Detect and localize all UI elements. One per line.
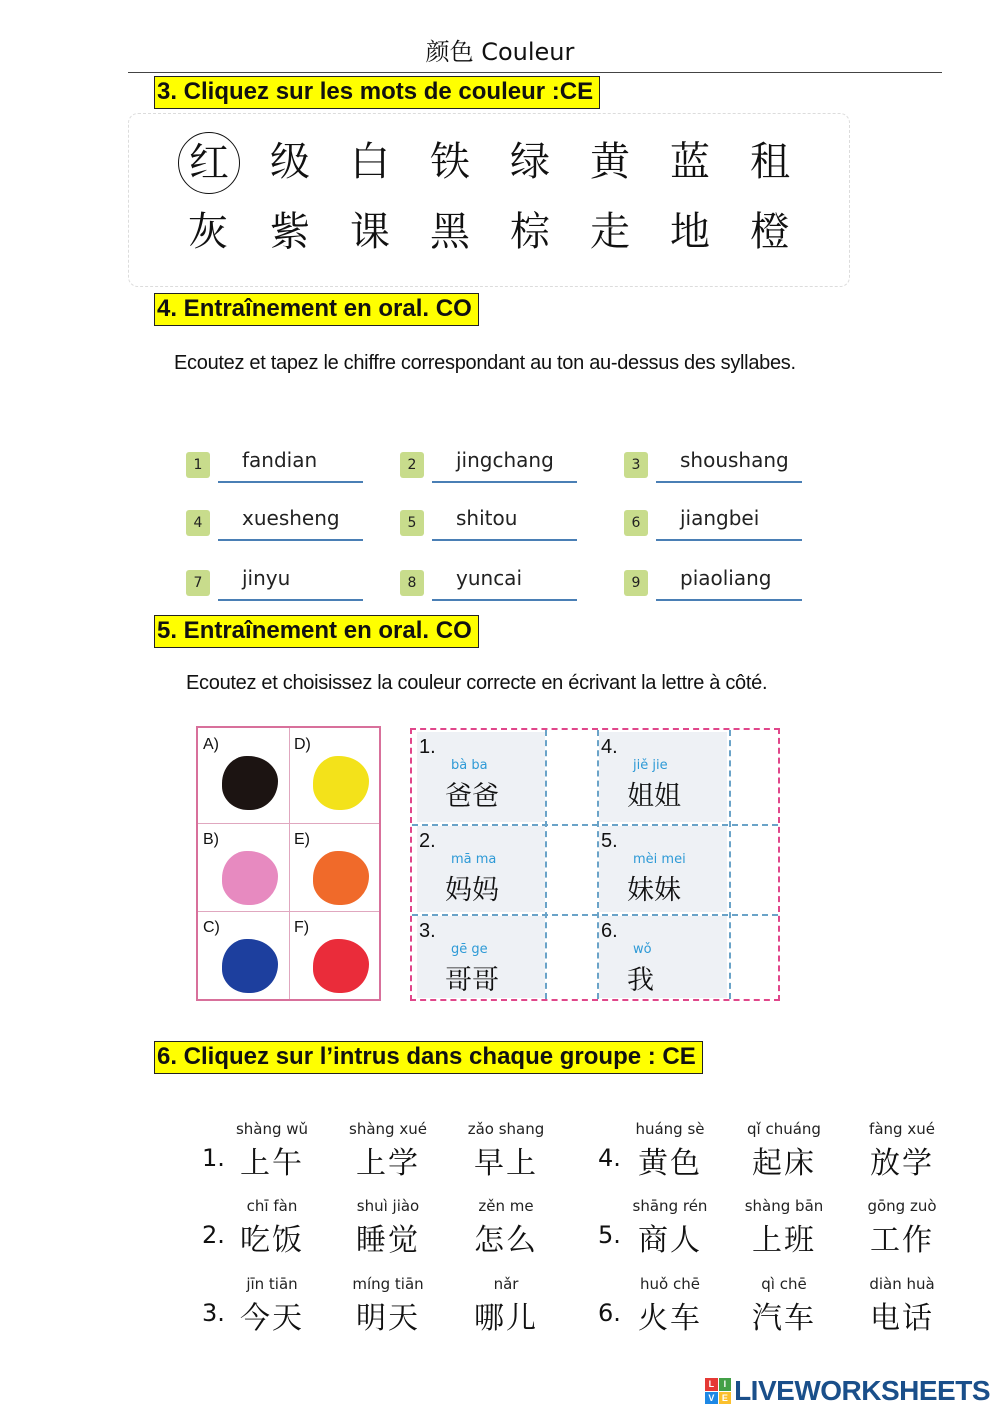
answer-input-line[interactable] — [656, 599, 802, 601]
grid-line — [597, 730, 599, 999]
section5-heading: 5. Entraînement en oral. CO — [154, 615, 479, 648]
pinyin: chī fàn — [246, 1197, 298, 1215]
cell-number: 3. — [419, 920, 436, 942]
paint-label: B) — [203, 831, 219, 848]
family-member-cell — [599, 732, 727, 822]
pinyin: shàng wǔ — [235, 1120, 309, 1138]
logo-mark-letter: I — [719, 1378, 732, 1391]
intruder-word-option[interactable] — [232, 1197, 312, 1259]
hanzi-word: 早上 — [474, 1146, 538, 1181]
item-number-badge: 4 — [186, 510, 210, 536]
intruder-word-option[interactable] — [862, 1120, 942, 1182]
logo-mark-letter: E — [719, 1392, 732, 1405]
section6-heading: 6. Cliquez sur l’intrus dans chaque groupe : CE — [154, 1041, 703, 1074]
paint-swatch — [313, 756, 369, 810]
grid-line — [289, 728, 290, 999]
pinyin-word: shoushang — [680, 448, 789, 472]
pinyin-word: jingchang — [456, 448, 554, 472]
group-number: 3. — [202, 1299, 225, 1327]
intruder-word-option[interactable] — [862, 1275, 942, 1337]
family-word: 爸爸 — [445, 781, 499, 812]
answer-input-line[interactable] — [218, 481, 363, 483]
hanzi-word: 电话 — [870, 1301, 934, 1336]
answer-input-line[interactable] — [656, 481, 802, 483]
intruder-word-option[interactable] — [744, 1275, 824, 1337]
pinyin: shàng bān — [744, 1197, 824, 1215]
pinyin: shuì jiào — [356, 1197, 420, 1215]
intruder-word-option[interactable] — [744, 1197, 824, 1259]
logo-mark-letter: L — [705, 1378, 718, 1391]
item-number-badge: 2 — [400, 452, 424, 478]
color-word[interactable]: 课 — [350, 209, 390, 255]
answer-input-line[interactable] — [432, 599, 577, 601]
paint-swatch — [222, 939, 278, 993]
intruder-word-option[interactable] — [630, 1120, 710, 1182]
group-number: 2. — [202, 1221, 225, 1249]
group-number: 6. — [598, 1299, 621, 1327]
color-word[interactable]: 白 — [350, 139, 390, 185]
group-number: 1. — [202, 1144, 225, 1172]
item-number-badge: 5 — [400, 510, 424, 536]
header-divider — [128, 72, 942, 73]
logo-mark-letter: V — [705, 1392, 718, 1405]
intruder-word-option[interactable] — [466, 1120, 546, 1182]
intruder-word-option[interactable] — [232, 1275, 312, 1337]
tone-item — [186, 566, 371, 606]
family-member-cell — [417, 826, 545, 912]
answer-input-line[interactable] — [218, 599, 363, 601]
intruder-word-option[interactable] — [862, 1197, 942, 1259]
item-number-badge: 6 — [624, 510, 648, 536]
family-word: 妹妹 — [627, 875, 681, 906]
family-member-cell — [417, 916, 545, 998]
grid-line — [198, 823, 379, 824]
group-number: 5. — [598, 1221, 621, 1249]
hanzi-word: 上班 — [752, 1223, 816, 1258]
color-word[interactable]: 黄 — [590, 139, 630, 185]
color-word[interactable]: 棕 — [510, 209, 550, 255]
hanzi-word: 起床 — [752, 1146, 816, 1181]
pinyin: jiě jie — [633, 758, 668, 773]
answer-letter-slot[interactable] — [547, 732, 597, 822]
item-number-badge: 1 — [186, 452, 210, 478]
color-word[interactable]: 地 — [670, 209, 710, 255]
pinyin: bà ba — [451, 758, 488, 773]
intruder-word-option[interactable] — [348, 1275, 428, 1337]
cell-number: 5. — [601, 830, 618, 852]
liveworksheets-logo — [705, 1375, 990, 1407]
pinyin: qì chē — [761, 1275, 807, 1293]
answer-letter-slot[interactable] — [729, 916, 779, 998]
paint-label: C) — [203, 919, 220, 936]
tone-item — [400, 448, 585, 488]
intruder-word-option[interactable] — [232, 1120, 312, 1182]
cell-number: 1. — [419, 736, 436, 758]
tone-item — [400, 506, 585, 546]
tone-item — [624, 448, 810, 488]
section4-instruction: Ecoutez et tapez le chiffre correspondant au ton au-dessus des syllabes. — [174, 352, 796, 374]
pinyin: wǒ — [633, 942, 652, 957]
tone-item — [186, 506, 371, 546]
family-word: 哥哥 — [445, 965, 499, 996]
tone-item — [400, 566, 585, 606]
hanzi-word: 怎么 — [474, 1223, 538, 1258]
tone-item — [624, 506, 810, 546]
page-title: 颜色 Couleur — [425, 38, 575, 66]
paint-swatch — [222, 851, 278, 905]
pinyin: huáng sè — [635, 1120, 705, 1138]
family-member-cell — [599, 916, 727, 998]
cell-number: 2. — [419, 830, 436, 852]
intruder-word-option[interactable] — [630, 1197, 710, 1259]
intruder-word-option[interactable] — [630, 1275, 710, 1337]
item-number-badge: 3 — [624, 452, 648, 478]
color-word[interactable]: 蓝 — [670, 139, 710, 185]
grid-line — [412, 824, 778, 826]
paint-swatches-grid — [196, 726, 381, 1001]
hanzi-word: 汽车 — [752, 1301, 816, 1336]
hanzi-word: 吃饭 — [240, 1223, 304, 1258]
tone-item — [186, 448, 371, 488]
intruder-word-option[interactable] — [466, 1275, 546, 1337]
pinyin: qǐ chuáng — [747, 1120, 821, 1138]
hanzi-word: 哪儿 — [474, 1301, 538, 1336]
hanzi-word: 上午 — [240, 1146, 304, 1181]
color-word[interactable]: 紫 — [270, 209, 310, 255]
paint-swatch — [313, 939, 369, 993]
section4-heading: 4. Entraînement en oral. CO — [154, 293, 479, 326]
answer-letter-slot[interactable] — [729, 826, 779, 912]
pinyin: fàng xué — [869, 1120, 935, 1138]
pinyin-word: jinyu — [242, 566, 291, 590]
hanzi-word: 明天 — [356, 1301, 420, 1336]
cell-number: 4. — [601, 736, 618, 758]
hanzi-word: 商人 — [638, 1223, 702, 1258]
answer-input-line[interactable] — [656, 539, 802, 541]
pinyin-word: jiangbei — [680, 506, 760, 530]
pinyin: míng tiān — [352, 1275, 424, 1293]
hanzi-word: 睡觉 — [356, 1223, 420, 1258]
family-member-cell — [599, 826, 727, 912]
pinyin: jīn tiān — [246, 1275, 298, 1293]
color-word[interactable]: 级 — [270, 139, 310, 185]
section5-instruction: Ecoutez et choisissez la couleur correcte en écrivant la lettre à côté. — [186, 672, 768, 694]
item-number-badge: 7 — [186, 570, 210, 596]
pinyin: mā ma — [451, 852, 497, 867]
hanzi-word: 黄色 — [638, 1146, 702, 1181]
pinyin: shàng xué — [349, 1120, 427, 1138]
tone-item — [624, 566, 810, 606]
family-word: 妈妈 — [445, 875, 499, 906]
grid-line — [729, 730, 731, 999]
color-word[interactable]: 绿 — [510, 139, 550, 185]
group-number: 4. — [598, 1144, 621, 1172]
hanzi-word: 放学 — [870, 1146, 934, 1181]
answer-input-line[interactable] — [218, 539, 363, 541]
color-word[interactable]: 走 — [590, 209, 630, 255]
intruder-word-option[interactable] — [348, 1120, 428, 1182]
pinyin-word: xuesheng — [242, 506, 340, 530]
pinyin: diàn huà — [869, 1275, 935, 1293]
intruder-word-option[interactable] — [744, 1120, 824, 1182]
color-word[interactable]: 灰 — [188, 209, 228, 255]
paint-swatch — [222, 756, 278, 810]
item-number-badge: 8 — [400, 570, 424, 596]
hanzi-word: 上学 — [356, 1146, 420, 1181]
hanzi-word: 今天 — [240, 1301, 304, 1336]
color-word[interactable]: 铁 — [430, 139, 470, 185]
pinyin: shāng rén — [632, 1197, 708, 1215]
pinyin-word: yuncai — [456, 566, 522, 590]
hanzi-word: 工作 — [870, 1223, 934, 1258]
color-word[interactable]: 红 — [178, 132, 240, 194]
answer-input-line[interactable] — [432, 539, 577, 541]
answer-letter-slot[interactable] — [729, 732, 779, 822]
paint-swatch — [313, 851, 369, 905]
pinyin: huǒ chē — [640, 1275, 700, 1293]
pinyin: gē ge — [451, 942, 488, 957]
pinyin: nǎr — [493, 1275, 519, 1293]
pinyin-word: fandian — [242, 448, 318, 472]
color-word[interactable]: 橙 — [750, 209, 790, 255]
answer-letter-slot[interactable] — [547, 826, 597, 912]
paint-label: A) — [203, 736, 219, 753]
color-word[interactable]: 黑 — [430, 209, 470, 255]
paint-label: E) — [294, 831, 310, 848]
item-number-badge: 9 — [624, 570, 648, 596]
pinyin: gōng zuò — [867, 1197, 937, 1215]
family-word: 我 — [627, 965, 654, 996]
grid-line — [412, 914, 778, 916]
pinyin: zǎo shang — [467, 1120, 545, 1138]
pinyin: mèi mei — [633, 852, 686, 867]
family-matching-grid — [410, 728, 780, 1001]
logo-text: LIVEWORKSHEETS — [734, 1375, 990, 1406]
paint-label: D) — [294, 736, 311, 753]
intruder-word-option[interactable] — [348, 1197, 428, 1259]
grid-line — [545, 730, 547, 999]
pinyin-word: piaoliang — [680, 566, 772, 590]
pinyin: zěn me — [478, 1197, 534, 1215]
section3-heading: 3. Cliquez sur les mots de couleur :CE — [154, 76, 600, 109]
answer-letter-slot[interactable] — [547, 916, 597, 998]
color-word[interactable]: 租 — [750, 139, 790, 185]
cell-number: 6. — [601, 920, 618, 942]
answer-input-line[interactable] — [432, 481, 577, 483]
intruder-word-option[interactable] — [466, 1197, 546, 1259]
pinyin-word: shitou — [456, 506, 518, 530]
family-member-cell — [417, 732, 545, 822]
family-word: 姐姐 — [627, 781, 681, 812]
paint-label: F) — [294, 919, 310, 936]
hanzi-word: 火车 — [638, 1301, 702, 1336]
grid-line — [198, 911, 379, 912]
logo-mark-icon — [705, 1378, 731, 1404]
